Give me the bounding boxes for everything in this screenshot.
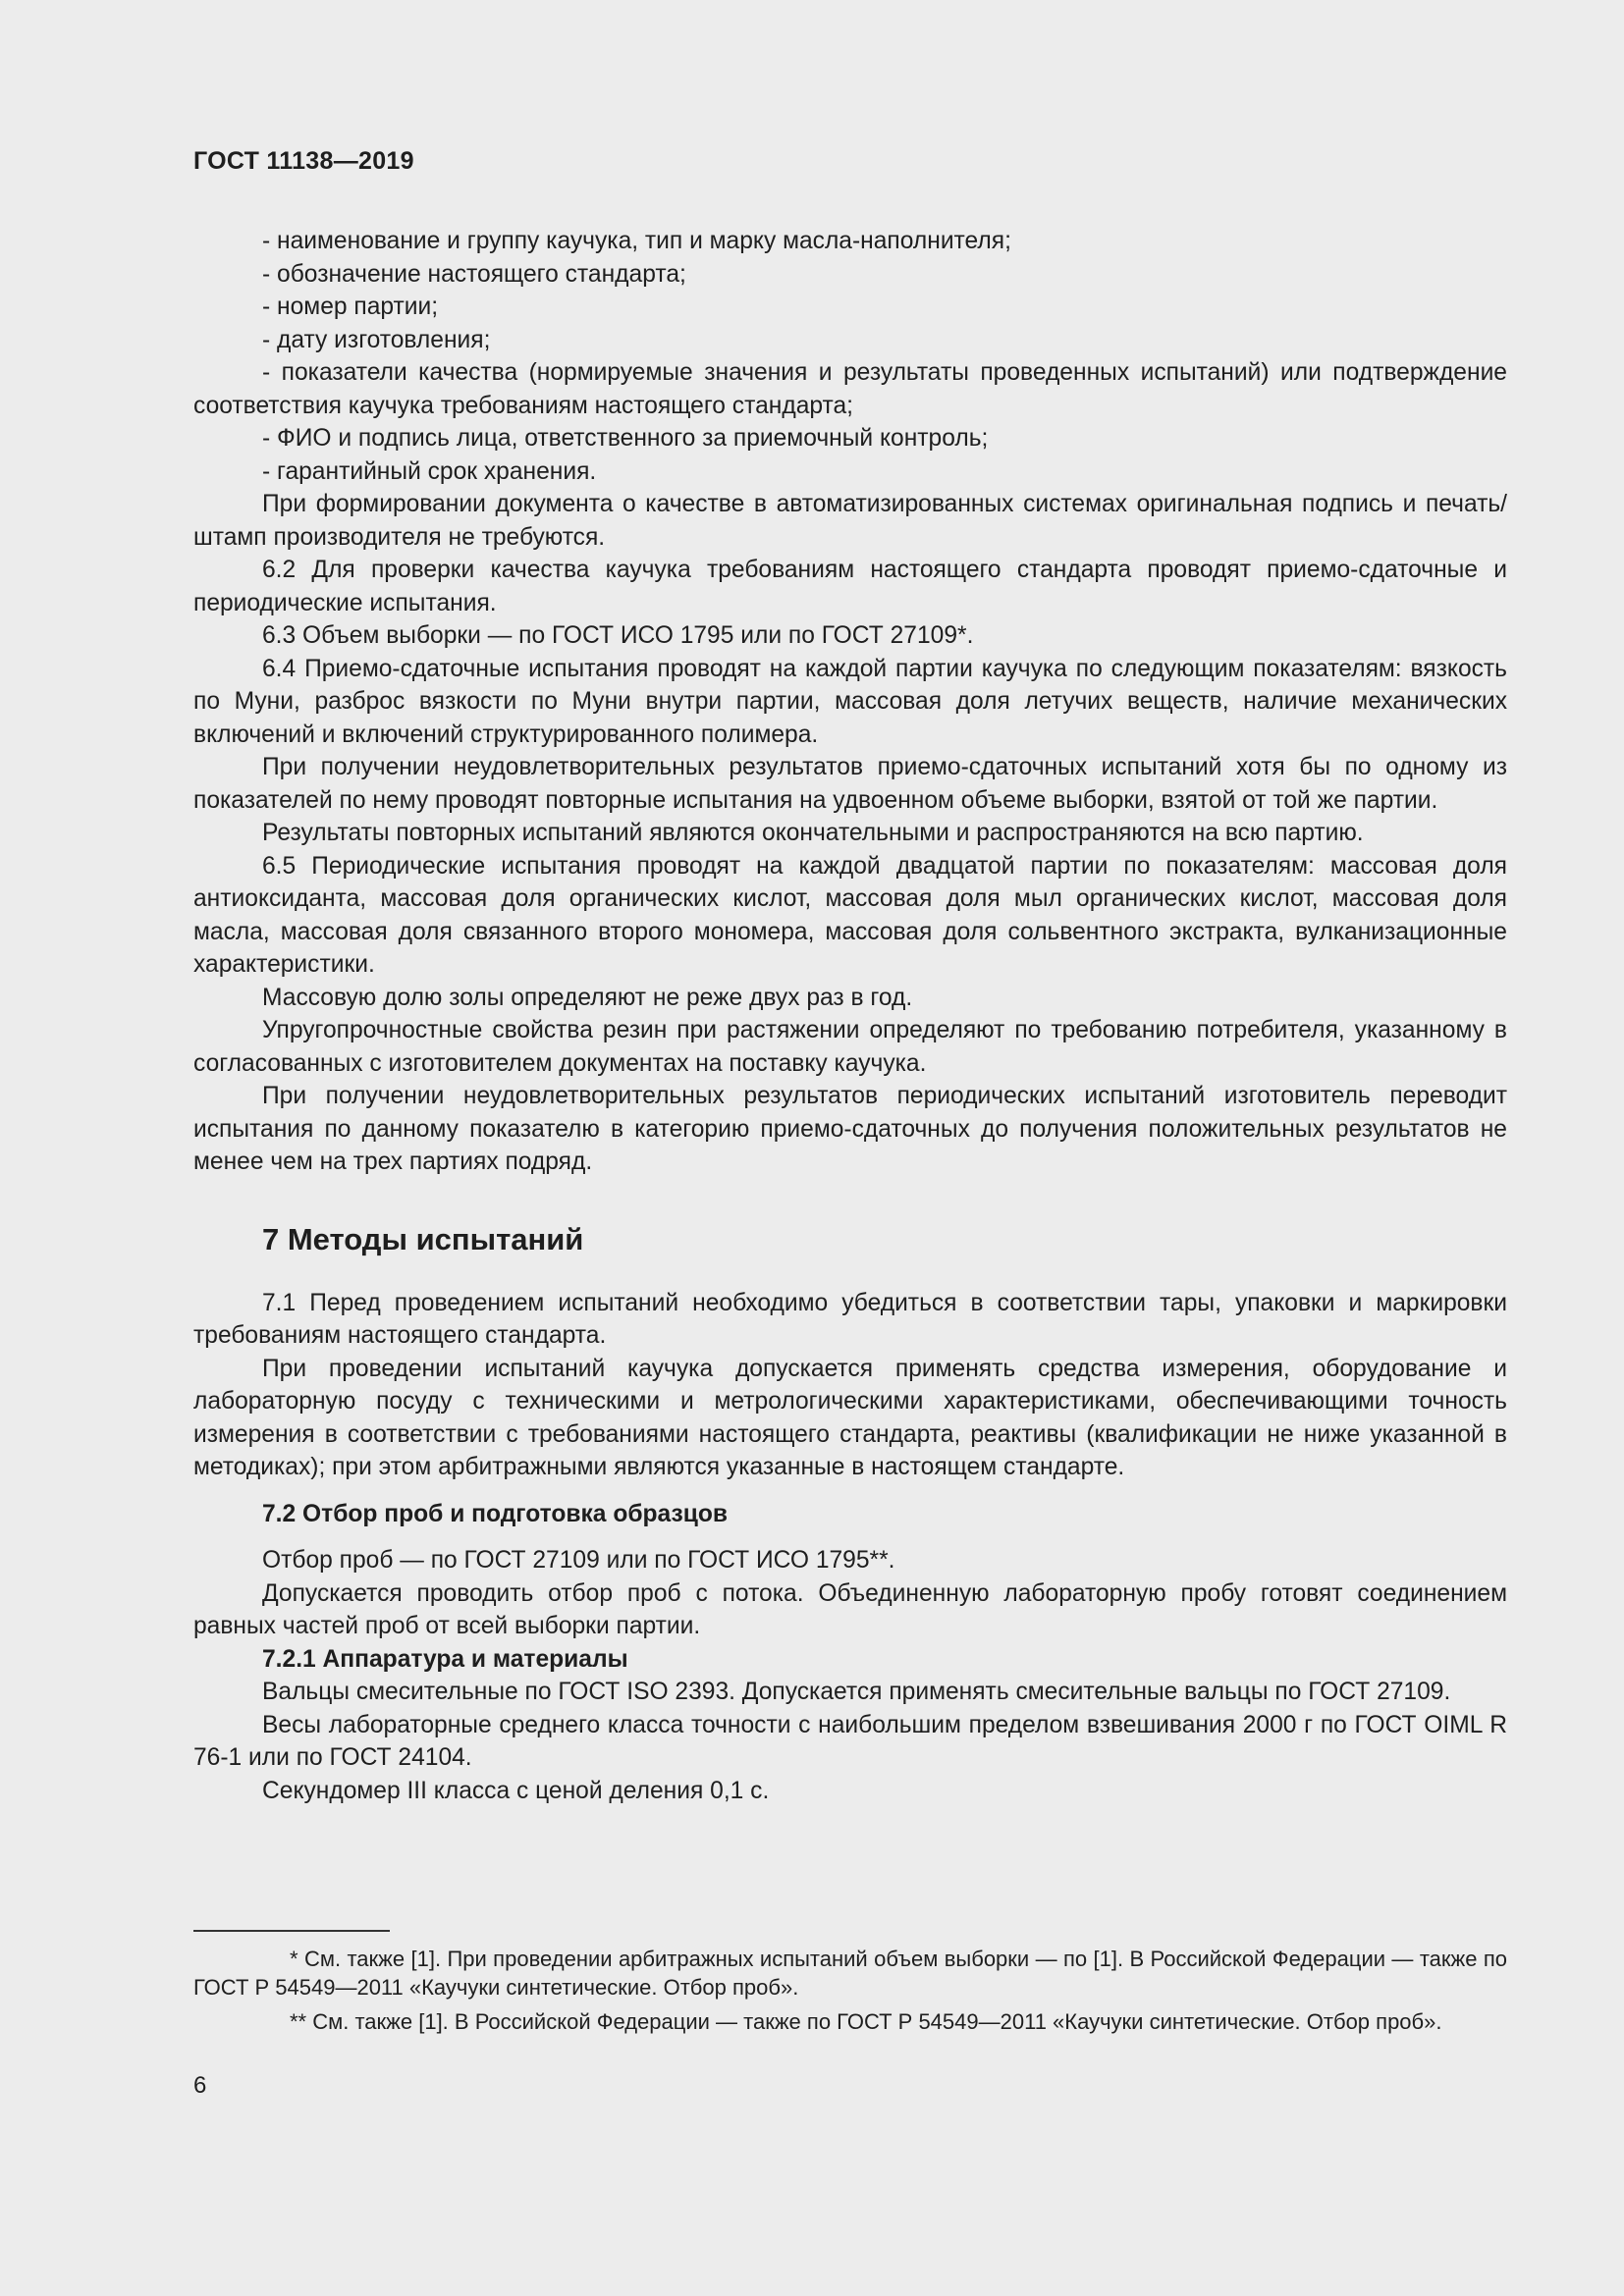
footnote: * См. также [1]. При проведении арбитражных испытаний объем выборки — по [1]. В Российской Федерации — также по ГОСТ Р 54549—2011 «Каучуки синтетические. Отбор проб».	[193, 1947, 1507, 2000]
section-heading-7: 7 Методы испытаний	[262, 1221, 584, 1256]
paragraph: Весы лабораторные среднего класса точности с наибольшим пределом взвешивания 2000 г по ГОСТ OIML R 76-1 или по ГОСТ 24104.	[193, 1711, 1507, 1771]
paragraph: Упругопрочностные свойства резин при растяжении определяют по требованию потребителя, указанному в согласованных с изготовителем документах на поставку каучука.	[193, 1017, 1507, 1077]
list-item: - дату изготовления;	[262, 326, 491, 353]
clause-6-5: 6.5 Периодические испытания проводят на каждой двадцатой партии по показателям: массовая доля антиоксиданта, массовая доля органических кислот, массовая доля мыл органических кислот, массовая доля масла, массовая доля связанного второго мономера, массовая доля сольвентного экстракта, вулканизационные характеристики.	[193, 852, 1507, 978]
paragraph: Вальцы смесительные по ГОСТ ISO 2393. Допускается применять смесительные вальцы по ГОСТ 27109.	[262, 1679, 1451, 1705]
paragraph: При формировании документа о качестве в автоматизированных системах оригинальная подпись и печать/штамп производителя не требуются.	[193, 491, 1507, 551]
footnote-separator	[193, 1930, 390, 1932]
clause-6-3: 6.3 Объем выборки — по ГОСТ ИСО 1795 или по ГОСТ 27109*.	[262, 622, 974, 649]
footnote: ** См. также [1]. В Российской Федерации — также по ГОСТ Р 54549—2011 «Каучуки синтетические. Отбор проб».	[290, 2009, 1442, 2034]
list-item: - ФИО и подпись лица, ответственного за приемочный контроль;	[262, 425, 989, 452]
list-item: - показатели качества (нормируемые значения и результаты проведенных испытаний) или подтверждение соответствия каучука требованиям настоящего стандарта;	[193, 359, 1507, 419]
paragraph: Массовую долю золы определяют не реже двух раз в год.	[262, 984, 913, 1011]
list-item: - обозначение настоящего стандарта;	[262, 260, 686, 288]
subsection-heading-7-2: 7.2 Отбор проб и подготовка образцов	[262, 1500, 729, 1527]
paragraph: При получении неудовлетворительных результатов периодических испытаний изготовитель переводит испытания по данному показателю в категорию приемо-сдаточных до получения положительных результатов не менее чем на трех партиях подряд.	[193, 1083, 1507, 1175]
paragraph: При проведении испытаний каучука допускается применять средства измерения, оборудование и лабораторную посуду с техническими и метрологическими характеристиками, обеспечивающими точность измерения в соответствии с требованиями настоящего стандарта, реактивы (квалификации не ниже указанной в методиках); при этом арбитражными являются указанные в настоящем стандарте.	[193, 1355, 1507, 1480]
clause-6-2: 6.2 Для проверки качества каучука требованиям настоящего стандарта проводят приемо-сдаточные и периодические испытания.	[193, 557, 1507, 616]
footnotes	[193, 1945, 1507, 2042]
document-code-header: ГОСТ 11138—2019	[193, 147, 414, 175]
list-item: - номер партии;	[262, 294, 439, 320]
paragraph: Отбор проб — по ГОСТ 27109 или по ГОСТ ИСО 1795**.	[262, 1547, 895, 1574]
body-text	[193, 225, 1507, 1807]
list-item: - наименование и группу каучука, тип и марку масла-наполнителя;	[262, 228, 1011, 254]
paragraph: Допускается проводить отбор проб с потока. Объединенную лабораторную пробу готовят соединением равных частей проб от всей выборки партии.	[193, 1579, 1507, 1639]
subsection-heading-7-2-1: 7.2.1 Аппаратура и материалы	[262, 1645, 628, 1673]
paragraph: Результаты повторных испытаний являются окончательными и распространяются на всю партию.	[262, 820, 1364, 846]
list-item: - гарантийный срок хранения.	[262, 457, 597, 485]
page-number: 6	[193, 2072, 207, 2099]
clause-7-1: 7.1 Перед проведением испытаний необходимо убедиться в соответствии тары, упаковки и маркировки требованиям настоящего стандарта.	[193, 1289, 1507, 1349]
paragraph: Секундомер III класса с ценой деления 0,1 с.	[262, 1777, 770, 1804]
paragraph: При получении неудовлетворительных результатов приемо-сдаточных испытаний хотя бы по одному из показателей по нему проводят повторные испытания на удвоенном объеме выборки, взятой от той же партии.	[193, 754, 1507, 814]
clause-6-4: 6.4 Приемо-сдаточные испытания проводят на каждой партии каучука по следующим показателям: вязкость по Муни, разброс вязкости по Муни внутри партии, массовая доля летучих веществ, наличие механических включений и включений структурированного полимера.	[193, 655, 1507, 748]
